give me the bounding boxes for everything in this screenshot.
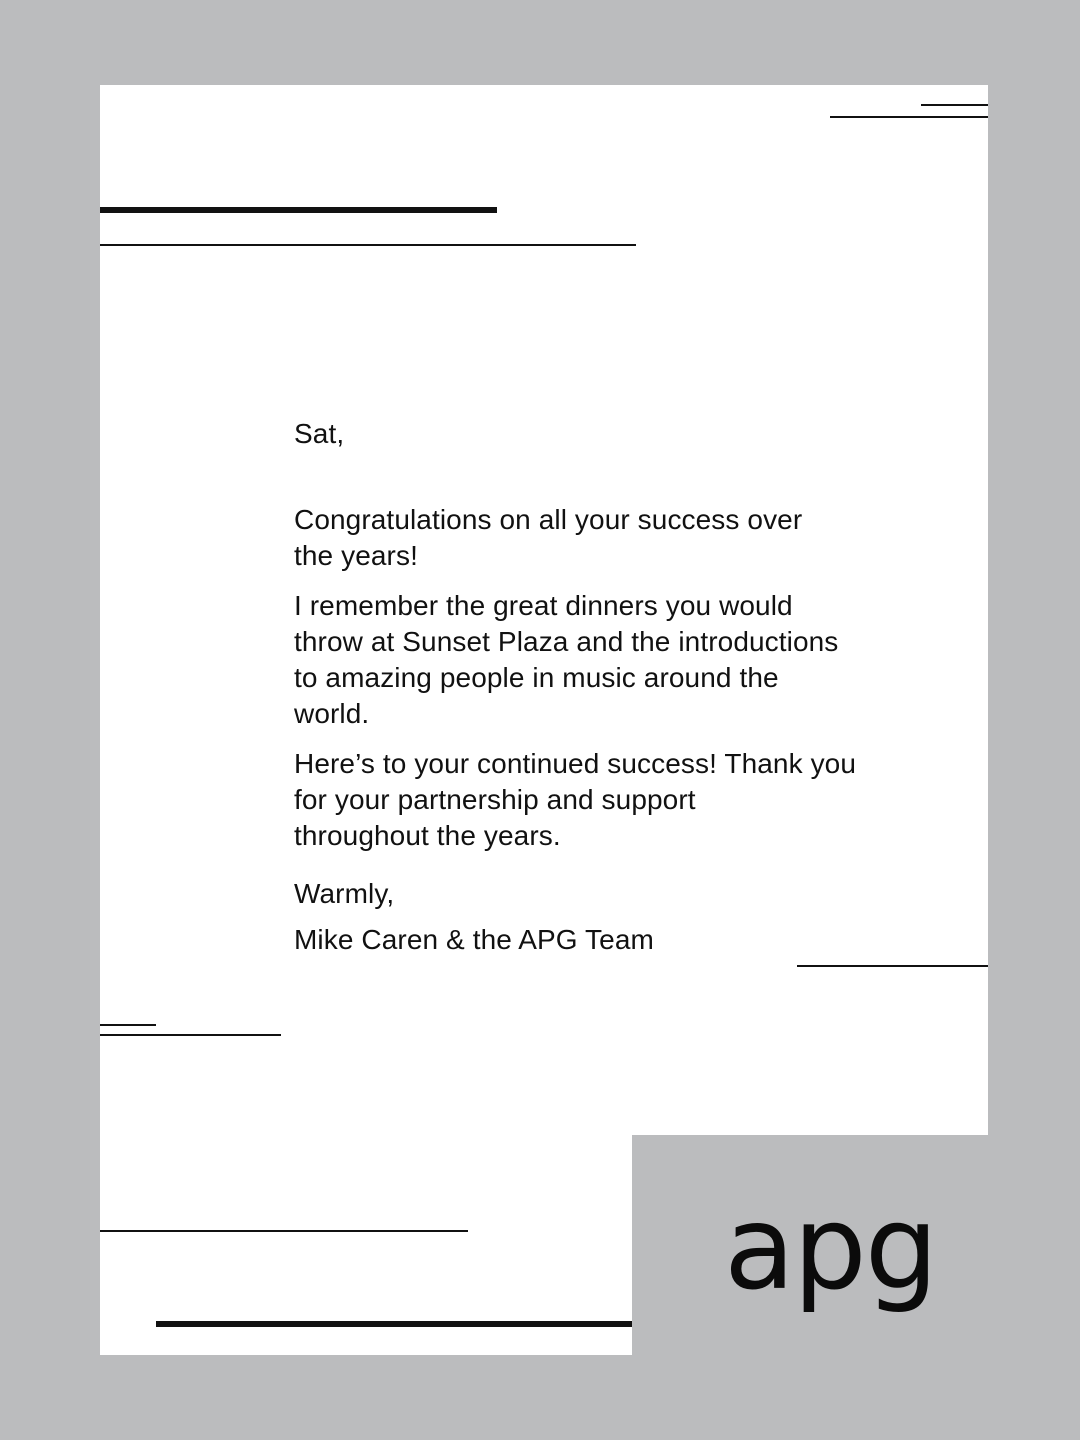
logo-panel xyxy=(632,1135,988,1355)
decorative-rule-top-left-thin xyxy=(100,244,636,246)
decorative-rule-top-right-long xyxy=(830,116,988,118)
decorative-rule-middle-left-short xyxy=(100,1024,156,1026)
decorative-rule-top-right-short xyxy=(921,104,988,106)
letter-closing: Warmly, xyxy=(294,878,395,909)
decorative-rule-middle-left-long xyxy=(100,1034,281,1036)
letter-body xyxy=(294,416,914,958)
decorative-rule-top-left-thick xyxy=(100,207,497,213)
letter-paragraph-2: I remember the great dinners you would throw at Sunset Plaza and the introductions to amazing people in music around the world. xyxy=(294,590,839,729)
decorative-rule-middle-right xyxy=(797,965,988,967)
decorative-rule-bottom-left-thin xyxy=(100,1230,468,1232)
apg-logo: apg xyxy=(724,1181,937,1316)
letter-signature: Mike Caren & the APG Team xyxy=(294,924,654,955)
letter-salutation: Sat, xyxy=(294,418,345,449)
letter-paragraph-3: Here’s to your continued success! Thank you for your partnership and support throughout the years. xyxy=(294,748,857,851)
letter-paragraph-1: Congratulations on all your success over the years! xyxy=(294,504,803,571)
decorative-rule-bottom-thick xyxy=(156,1321,632,1327)
